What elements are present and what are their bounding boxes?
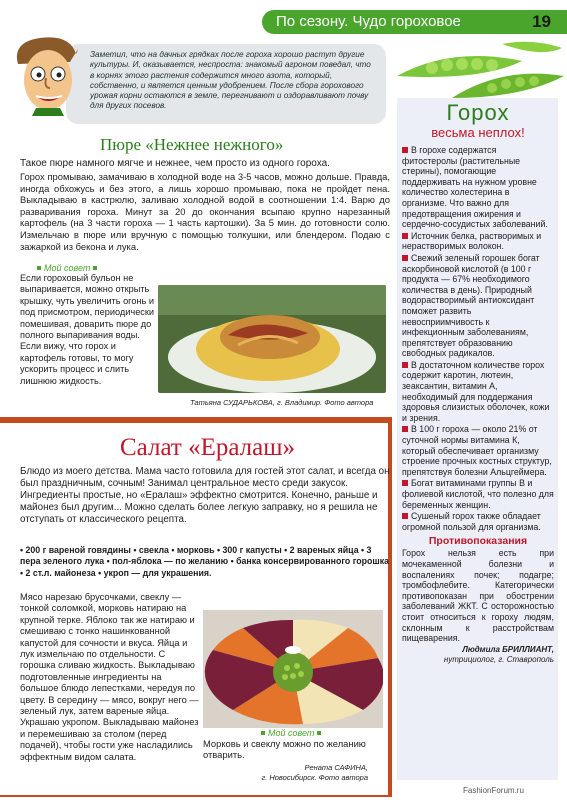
fact-item: Источник белка, растворимых и нерастворимых волокон. [402, 230, 542, 252]
recipe2-body: Мясо нарезаю брусочками, свеклу — тонкой соломкой, морковь натираю на крупной терке. Яблоко так же натираю и смешиваю с тонко нашинкованной капустой для сочности и вкуса. Яйца и лук измельчаю по отдельности. С горошка сливаю жидкость. Выкладываю подготовленные ингредиенты на большое блюдо лепестками, чередуя по цвету. В середину — мясо, вокруг него — зеленый лук, затем вареные яйца. Украшаю укропом. Выкладываю майонез и перемешиваю за столом (перед подачей), чтобы гости уже насладились эффектным видом салата. [20, 592, 199, 762]
recipe2-tip-text: Морковь и свеклу можно по желанию отварить. [203, 738, 366, 761]
fact-item: Богат витаминами группы В и фолиевой кислотой, что полезно для беременных женщин. [402, 478, 554, 510]
sidebar-author-role: нутрициолог, г. Ставрополь [443, 654, 554, 664]
recipe2-author: Рената САФИНА, [304, 763, 368, 772]
fact-item: В горохе содержатся фитостеролы (растительные стерины), помогающие поддерживать на нужном уровне количество холестерина в организме. Что важно для предотвращения ожирения и сердечно-сосудистых заболеваний. [402, 145, 548, 230]
pea-puree-photo [158, 285, 386, 393]
pea-pods-illustration [392, 36, 567, 104]
page-number: 19 [532, 12, 551, 31]
sidebar-subtitle: весьма неплох! [431, 125, 525, 140]
fact-item: В достаточном количестве горох содержит каротин, лютеин, зеаксантин, витамин А, необходимый для поддержания здоровья слизистых оболочек, кожи и зрения. [402, 359, 550, 423]
recipe2-intro: Блюдо из моего детства. Мама часто готовила для гостей этот салат, и всегда он был праздничным, сочным! Занимал центральное место среди закусок. Ингредиенты простые, но «Ералаш» эффектно смотрится. Конечно, раньше и майонез был другим... Можно сделать более легкую заправку, но я решила не отступать от классического рецепта. [20, 466, 390, 525]
recipe2-tip [203, 728, 393, 761]
recipe1-title: Пюре «Нежнее нежного» [100, 135, 284, 154]
recipe1-tip-label: Мой совет [44, 263, 91, 273]
recipe1-tip [20, 263, 155, 387]
recipe2-title: Салат «Ералаш» [120, 434, 295, 461]
watermark: FashionForum.ru [463, 786, 524, 795]
sidebar-title: Горох [446, 100, 510, 125]
fact-item: Сушеный горох также обладает огромной пользой для организма. [402, 511, 541, 532]
cartoon-man-avatar [10, 34, 88, 120]
recipe2-ingredients: • 200 г вареной говядины • свекла • морковь • 300 г капусты • 2 вареных яйца • 3 пера зеленого лука • пол-яблока — по желанию • банка консервированного горошка • 2 ст.л. майонеза • укроп — для украшения. [20, 545, 390, 578]
recipe2-tip-label: Мой совет [268, 728, 315, 738]
recipe1-body: Горох промываю, замачиваю в холодной воде на 3-5 часов, можно дольше. Правда, иногда обхожусь и без этого, а лишь хорошо промываю, пока не пройдет пена. Выкладываю в кастрюлю, заливаю холодной водой в соотношении 1:4. Варю до разваривания гороха. Минут за 20 до окончания всыпаю крупно нарезанный картофель (на 3 части гороха — 1 часть картошки). За 5 мин. до готовности солю. Измельчаю в пюре или вручную с помощью толкушки, или блендером. Подаю с зажаркой из бекона и лука. [20, 171, 390, 252]
recipe1-caption: Татьяна СУДАРЬКОВА, г. Владимир. Фото автора [190, 398, 374, 407]
recipe1-tip-text: Если гороховый бульон не выпаривается, можно открыть крышку, чуть увеличить огонь и под присмотром, периодически помешивая, доварить пюре до полного выпаривания воды. Если вижу, что горох и картофель готовы, то могу ускорить процесс и слить лишнюю жидкость. [20, 273, 155, 386]
contraindications-title: Противопоказания [428, 535, 528, 548]
section-header [262, 10, 567, 34]
fact-item: В 100 г гороха — около 21% от суточной нормы витамина К, который обеспечивает организму строение прочных костных структур, препятствуя болезни Альцгеймера. [402, 424, 552, 477]
fact-item: Свежий зеленый горошек богат аскорбиновой кислотой (в 100 г продукта — 67% необходимого количества в день). Природный водорастворимый антиоксидант поможет развить невосприимчивость к инфекционным заболеваниям, препятствует образованию свободных радикалов. [402, 252, 540, 359]
recipe2-city: г. Новосибирск. Фото автора [261, 773, 368, 782]
eralash-salad-photo [203, 610, 383, 728]
sidebar-pea-facts [397, 98, 558, 780]
contraindications-text: Горох нельзя есть при мочекаменной болезни и воспалениях почек; подагре; тромбофлебите. Категорически противопоказан при обострении заболеваний ЖКТ. С осторожностью стоит относиться к гороху людям, склонным к расстройствам пищеварения. [402, 548, 554, 644]
reader-tip-bubble [66, 44, 386, 124]
recipe1-intro: Такое пюре намного мягче и нежнее, чем просто из одного гороха. [20, 158, 330, 169]
sidebar-author: Людмила БРИЛЛИАНТ, [462, 644, 554, 654]
section-title: По сезону. Чудо гороховое [276, 13, 461, 30]
reader-tip-text: Заметил, что на дачных грядках после гороха хорошо растут другие культуры. И, оказывается, неспроста: знакомый агроном поведал, что в корнях этого растения содержится много азота, который, собственно, и является ценным удобрением. После сбора горохового урожая корни остаются в земле, перегнивают и оздоравливают почву для других посевов. [90, 50, 371, 111]
